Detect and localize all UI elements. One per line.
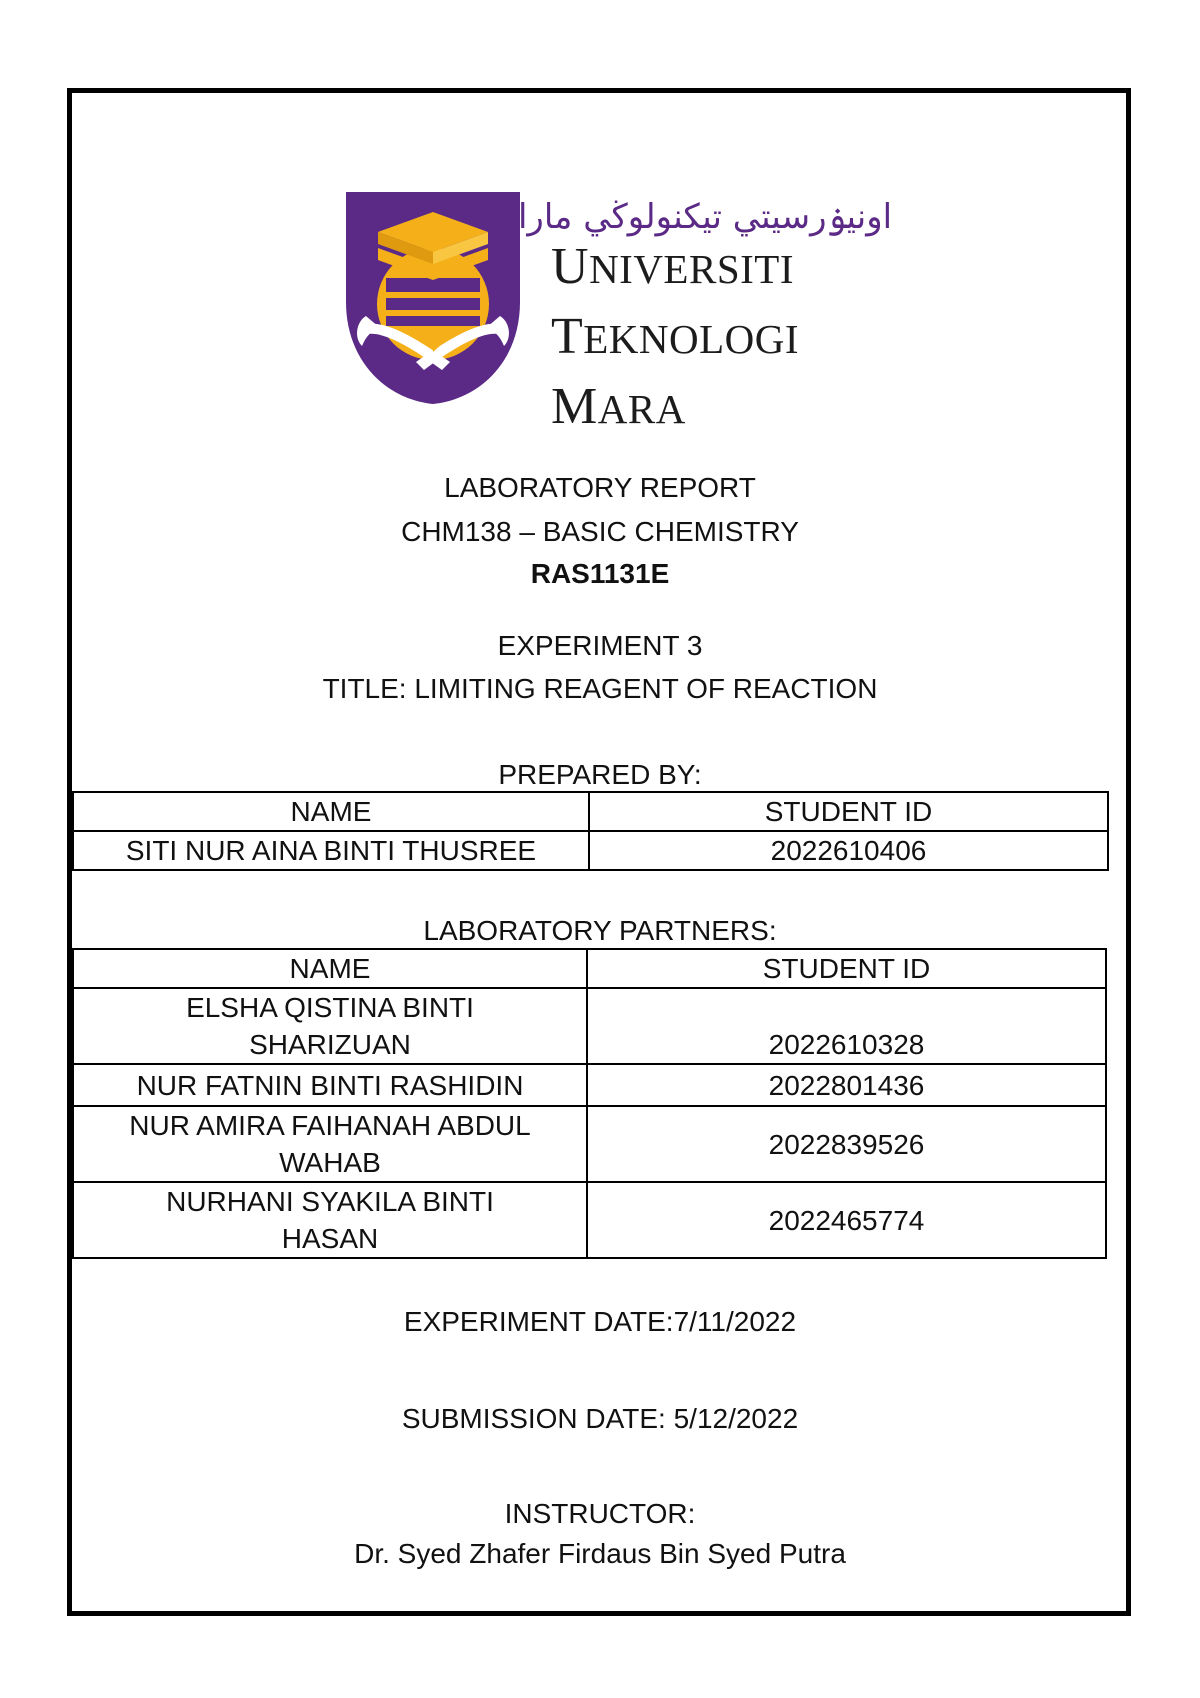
table-header-row	[73, 949, 1106, 988]
partner-id: 2022801436	[587, 1064, 1106, 1106]
column-header-id: STUDENT ID	[587, 949, 1106, 988]
wordmark-line-3	[551, 378, 799, 448]
partners-heading: LABORATORY PARTNERS:	[423, 915, 777, 946]
table-row	[73, 1064, 1106, 1106]
group-code: RAS1131E	[530, 558, 670, 589]
partner-id: 2022610328	[587, 988, 1106, 1064]
wordmark-line-2	[551, 308, 799, 378]
partner-name-line: NUR AMIRA FAIHANAH ABDUL	[129, 1110, 531, 1141]
partner-name	[73, 988, 587, 1064]
partner-name-line: ELSHA QISTINA BINTI	[186, 992, 474, 1023]
instructor-label: INSTRUCTOR:	[504, 1498, 696, 1529]
experiment-title: TITLE: LIMITING REAGENT OF REACTION	[322, 673, 878, 704]
partner-name-line: HASAN	[281, 1223, 379, 1254]
partner-name-line: WAHAB	[279, 1147, 381, 1178]
partner-id: 2022839526	[587, 1106, 1106, 1182]
partner-name: NUR FATNIN BINTI RASHIDIN	[73, 1064, 587, 1106]
student-id: 2022610406	[589, 831, 1108, 870]
student-name: SITI NUR AINA BINTI THUSREE	[73, 831, 589, 870]
table-row	[73, 988, 1106, 1064]
wordmark-initial: T	[551, 308, 584, 365]
experiment-date: EXPERIMENT DATE:7/11/2022	[403, 1306, 797, 1337]
column-header-name: NAME	[73, 949, 587, 988]
wordmark-rest: EKNOLOGI	[583, 316, 800, 362]
partner-name-line: NURHANI SYAKILA BINTI	[166, 1186, 494, 1217]
prepared-heading: PREPARED BY:	[498, 759, 702, 790]
partner-id: 2022465774	[587, 1182, 1106, 1258]
wordmark-line-1	[551, 238, 799, 308]
table-row	[73, 1182, 1106, 1258]
report-type: LABORATORY REPORT	[444, 472, 756, 503]
wordmark-initial: U	[551, 238, 590, 295]
prepared-table	[72, 791, 1109, 871]
partner-name	[73, 1106, 587, 1182]
table-header-row	[73, 792, 1108, 831]
partner-name	[73, 1182, 587, 1258]
table-row	[73, 831, 1108, 870]
column-header-name: NAME	[73, 792, 589, 831]
partners-table	[72, 948, 1107, 1259]
instructor-name: Dr. Syed Zhafer Firdaus Bin Syed Putra	[354, 1538, 846, 1569]
column-header-id: STUDENT ID	[589, 792, 1108, 831]
submission-date: SUBMISSION DATE: 5/12/2022	[401, 1403, 799, 1434]
table-row	[73, 1106, 1106, 1182]
course-code: CHM138 – BASIC CHEMISTRY	[401, 516, 799, 547]
university-wordmark	[551, 238, 799, 448]
uitm-emblem-icon	[346, 192, 520, 406]
jawi-text: اونيۏرسيتي تيكنولوڬي مارا	[517, 197, 893, 237]
wordmark-rest: NIVERSITI	[589, 246, 794, 292]
partner-name-line: SHARIZUAN	[249, 1029, 411, 1060]
wordmark-initial: M	[551, 378, 598, 435]
experiment-number: EXPERIMENT 3	[497, 630, 703, 661]
wordmark-rest: ARA	[597, 386, 686, 432]
